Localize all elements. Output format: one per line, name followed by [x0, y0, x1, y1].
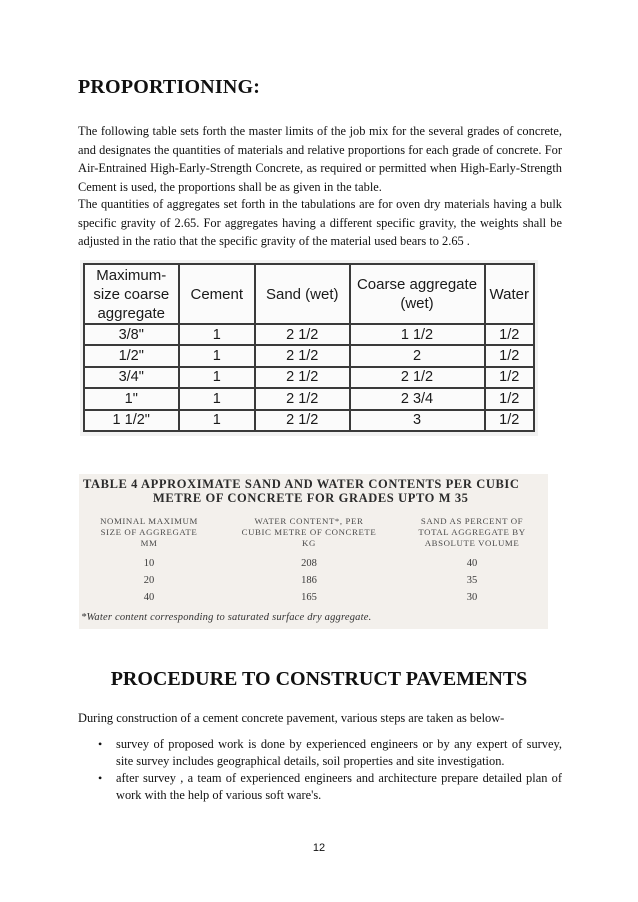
header-water: Water: [485, 264, 535, 324]
table-cell: 1/2: [485, 367, 535, 388]
table-cell: 1/2: [485, 410, 535, 431]
mix-proportion-table-image: [80, 260, 538, 436]
table-cell: 1/2: [485, 345, 535, 366]
table-cell: 2 1/2: [350, 367, 485, 388]
header-coarse-aggregate: Coarse aggregate (wet): [350, 264, 485, 324]
table4-cell: 10: [143, 558, 155, 569]
table4-col3-header: SAND AS PERCENT OF TOTAL AGGREGATE BY ABSOLUTE VOLUME: [418, 516, 526, 548]
paragraph-job-mix: The following table sets forth the master limits of the job mix for the several grades of concrete, and designates the quantities of materials and relative proportions for each grade of concrete. For Air-Entrained High-Early-Strength Concrete, as required or permitted when High-Early-Strength Cement is used, the proportions shall be as given in the table.: [78, 124, 562, 194]
table-cell: 1: [179, 388, 256, 409]
table-cell: 3/4": [84, 367, 179, 388]
table4-cell: 40: [466, 558, 478, 569]
table4-cell: 186: [301, 575, 317, 586]
table-cell: 2 1/2: [255, 324, 350, 345]
table4-cell: 20: [143, 575, 155, 586]
list-item: • after survey , a team of experienced engineers and architecture prepare detailed plan of work with the help of various soft ware's.: [98, 771, 562, 802]
bullet-icon: •: [98, 771, 103, 786]
table-cell: 2 1/2: [255, 388, 350, 409]
table-cell: 1": [84, 388, 179, 409]
table-cell: 2 3/4: [350, 388, 485, 409]
table4-cell: 208: [301, 558, 317, 569]
table-row: [84, 410, 534, 431]
list-item: • survey of proposed work is done by experienced engineers or by any expert of survey, site survey includes geographical details, soil properties and site investigation.: [98, 737, 562, 768]
table-cell: 3/8": [84, 324, 179, 345]
header-sand: Sand (wet): [255, 264, 350, 324]
table4-col2-header: WATER CONTENT*, PER CUBIC METRE OF CONCRETE KG: [241, 516, 377, 548]
table-row: [84, 345, 534, 366]
procedure-bullet-list: [96, 736, 562, 804]
table-header-row: [84, 264, 534, 324]
table-cell: 1: [179, 410, 256, 431]
table-cell: 1/2: [485, 388, 535, 409]
table-cell: 1/2": [84, 345, 179, 366]
table4-caption-line2: METRE OF CONCRETE FOR GRADES UPTO M 35: [153, 491, 469, 505]
table4-cell: 30: [466, 592, 478, 603]
table-cell: 2 1/2: [255, 410, 350, 431]
header-cement: Cement: [179, 264, 256, 324]
table-row: [84, 324, 534, 345]
table4-cell: 165: [301, 592, 317, 603]
table-row: [84, 367, 534, 388]
table4-footnote: *Water content corresponding to saturated surface dry aggregate.: [81, 612, 372, 623]
table-cell: 2 1/2: [255, 345, 350, 366]
table-cell: 1 1/2: [350, 324, 485, 345]
table4-cell: 35: [466, 575, 478, 586]
table4-scanned-image: [79, 474, 548, 629]
table4-col1-header: NOMINAL MAXIMUM SIZE OF AGGREGATE MM: [100, 516, 198, 548]
table-cell: 1/2: [485, 324, 535, 345]
table-cell: 1: [179, 367, 256, 388]
table-cell: 1: [179, 324, 256, 345]
table-cell: 3: [350, 410, 485, 431]
header-max-size: Maximum- size coarse aggregate: [84, 264, 179, 324]
page-number: 12: [312, 842, 326, 854]
table-cell: 2: [350, 345, 485, 366]
table-cell: 2 1/2: [255, 367, 350, 388]
table-cell: 1 1/2": [84, 410, 179, 431]
bullet-icon: •: [98, 737, 103, 751]
mix-proportion-table: [83, 263, 535, 432]
table4-cell: 40: [143, 592, 155, 603]
table-cell: 1: [179, 345, 256, 366]
section-heading-procedure: PROCEDURE TO CONSTRUCT PAVEMENTS: [110, 668, 528, 690]
paragraph-construction-intro: During construction of a cement concrete pavement, various steps are taken as below-: [78, 711, 505, 725]
section-heading-proportioning: PROPORTIONING:: [78, 76, 261, 98]
table4-caption-line1: TABLE 4 APPROXIMATE SAND AND WATER CONTENTS PER CUBIC: [83, 477, 520, 491]
paragraph-specific-gravity: The quantities of aggregates set forth in the tabulations are for oven dry materials having a bulk specific gravity of 2.65. For aggregates having a different specific gravity, the weights shall be adjusted in the ratio that the specific gravity of the material used bears to 2.65 .: [78, 197, 562, 249]
table-row: [84, 388, 534, 409]
